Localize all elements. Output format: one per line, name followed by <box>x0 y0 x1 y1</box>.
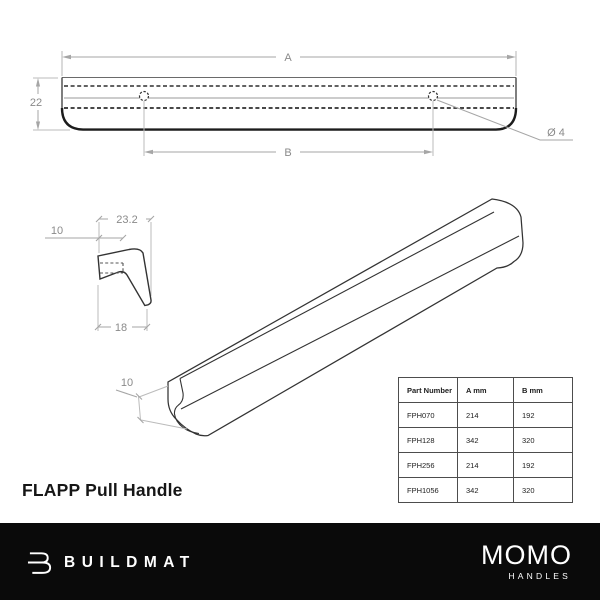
page-title: FLAPP Pull Handle <box>22 480 183 500</box>
table-row <box>399 453 573 478</box>
cell-b-mm: 320 <box>514 428 573 453</box>
buildmat-b-icon <box>26 549 55 575</box>
cell-part-number: FPH128 <box>399 428 458 453</box>
dim-label-b: B <box>284 147 292 159</box>
dim-label-base: 18 <box>114 322 128 334</box>
buildmat-logo-text: BUILDMAT <box>64 553 196 571</box>
cell-b-mm: 320 <box>514 478 573 503</box>
spec-table <box>398 377 573 503</box>
table-row <box>399 428 573 453</box>
cell-a-mm: 214 <box>458 453 514 478</box>
cell-b-mm: 192 <box>514 403 573 428</box>
cell-part-number: FPH1056 <box>399 478 458 503</box>
dim-label-22: 22 <box>29 97 43 109</box>
cell-a-mm: 342 <box>458 478 514 503</box>
col-header-b-mm: B mm <box>514 378 573 403</box>
cell-a-mm: 342 <box>458 428 514 453</box>
table-row <box>399 403 573 428</box>
cell-part-number: FPH256 <box>399 453 458 478</box>
cell-b-mm: 192 <box>514 453 573 478</box>
screw-hole-left <box>140 92 149 101</box>
col-header-a-mm: A mm <box>458 378 514 403</box>
dim-label-inset: 10 <box>50 225 64 237</box>
dim-label-depth: 23.2 <box>116 214 138 226</box>
screw-hole-right <box>429 92 438 101</box>
col-header-part-number: Part Number <box>399 378 458 403</box>
cell-part-number: FPH070 <box>399 403 458 428</box>
dim-label-hole-diameter: Ø 4 <box>547 127 565 139</box>
momo-logo-subtext: HANDLES <box>508 571 571 581</box>
side-profile-drawing <box>45 214 154 334</box>
momo-logo-text: MOMO <box>481 540 572 570</box>
front-view-drawing <box>30 51 573 159</box>
footer-brand-bar <box>0 523 600 600</box>
table-row <box>399 478 573 503</box>
dim-label-lip: 10 <box>120 377 134 389</box>
spec-table-header-row <box>399 378 573 403</box>
dim-label-a: A <box>284 52 292 64</box>
cell-a-mm: 214 <box>458 403 514 428</box>
buildmat-logo <box>26 549 196 575</box>
momo-logo <box>481 542 572 581</box>
